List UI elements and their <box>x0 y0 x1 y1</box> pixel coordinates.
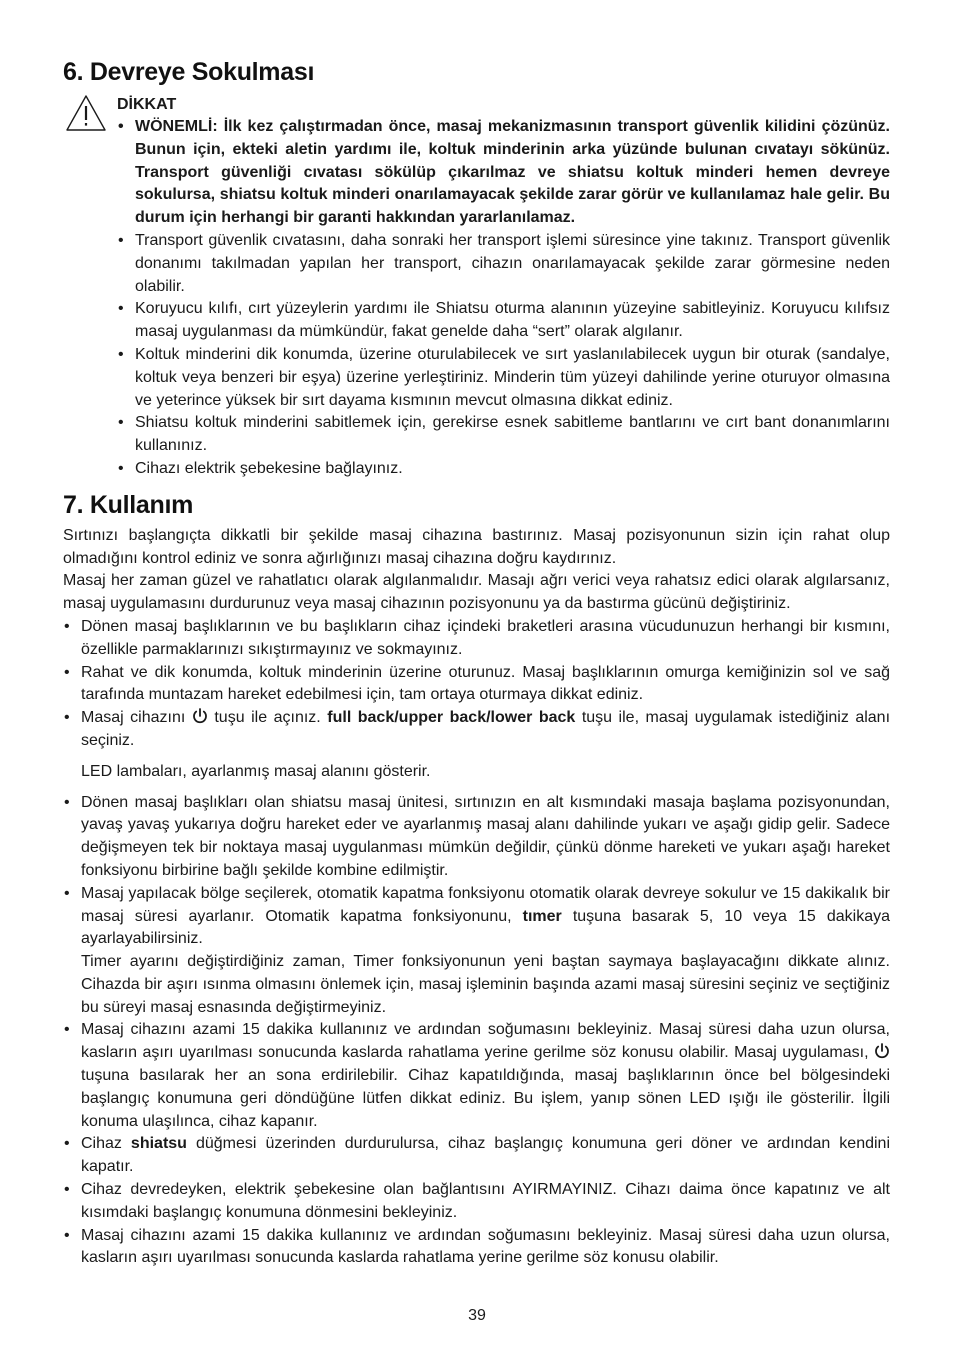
page-number: 39 <box>468 1307 486 1324</box>
usage-list <box>63 616 890 753</box>
text-segment: Cihaz <box>81 1135 122 1153</box>
text-segment: tuşuna basılarak her an sona erdirilebilir. Cihaz kapatıldığında, masaj başlıklarının önce bel bölgesindeki başlangıç konumuna geri döndüğüne lütfen dikkat ediniz. Bu işlem, yanıp sönen LED ışığı ile gösterilir. İlgili konuma ulaşılınca, cihaz kapanır. <box>81 1067 890 1130</box>
list-item: • Dönen masaj başlıkları olan shiatsu masaj ünitesi, sırtınızın en alt kısmındaki masaja başlama pozisyonundan, yavaş yavaş yukarıya doğru hareket eder ve ayarlanmış masaj alanı dahilinde yukarı ve aşağı gidip gelir. Sadece değişmeyen tek bir noktaya masaj uygulanması mümkün değildir, çünkü dönme hareketi ve yukarı aşağı hareket fonksiyonu birbirine bağlı şekilde kombine edilmiştir. <box>63 792 890 883</box>
led-note: LED lambaları, ayarlanmış masaj alanını gösterir. <box>81 762 431 780</box>
text-segment: tuşuna basarak 5, 10 veya 15 dakikaya ayarlayabilirsiniz. <box>81 907 891 948</box>
list-item <box>63 1019 890 1133</box>
power-icon <box>192 708 208 724</box>
list-item: • Masaj cihazını azami 15 dakika kullanınız ve ardından soğumasını bekleyiniz. Masaj süresi daha uzun olursa, kasların aşırı uyarılması sonucunda kaslarda rahatlama yerine gerilme söz konusu olabilir. <box>63 1225 890 1271</box>
list-item: • Koruyucu kılıfı, cırt yüzeylerin yardımı ile Shiatsu oturma alanının yüzeyine sabitleyiniz. Koruyucu kılıfsız masaj uygulanması da mümkündür, fakat genelde daha “sert” olarak algılanır. <box>117 298 890 344</box>
warning-heading: DİKKAT <box>117 96 177 113</box>
list-item: • Transport güvenlik cıvatasını, daha sonraki her transport işlemi süresince yine takınız. Transport güvenlik donanımı takılmadan yapılan her transport, cihazın onarılamayacak şekilde zarar görmesine neden olabilir. <box>117 230 890 298</box>
text-segment: Masaj yapılacak bölge seçilerek, otomatik kapatma fonksiyonu otomatik olarak devreye sokulur ve 15 dakikalık bir masaj süresi ayarlanır. Otomatik kapatma fonksiyonunu, <box>81 884 890 925</box>
warning-triangle-icon <box>65 94 107 132</box>
list-item: • Cihazı elektrik şebekesine bağlayınız. <box>117 458 890 481</box>
text-segment: Masaj cihazını <box>81 709 186 727</box>
warning-block <box>63 94 890 481</box>
text-segment: düğmesi üzerinden durdurulursa, cihaz başlangıç konumuna geri döner ve ardından kendini kapatır. <box>81 1135 890 1176</box>
section-7-title: 7. Kullanım <box>63 490 194 519</box>
text-segment: tuşu ile açınız. <box>214 709 321 727</box>
page-content <box>63 58 890 1270</box>
warning-list <box>117 116 890 481</box>
intro-paragraph-1: Sırtınızı başlangıçta dikkatli bir şekilde masaj cihazına bastırınız. Masaj pozisyonunun sizin için rahat olup olmadığını kontrol ediniz ve sonra ağırlığınızı masaj cihazına doğru kaydırınız. <box>63 526 890 567</box>
list-item: • Cihaz devredeyken, elektrik şebekesine olan bağlantısını AYIRMAYINIZ. Cihazı daima önce kapatınız ve alt kısımdaki başlangıç konumuna dönmesini bekleyiniz. <box>63 1179 890 1225</box>
text-segment: tuşu ile, masaj uygulamak istediğiniz alanı seçiniz. <box>81 709 891 749</box>
list-item: • Shiatsu koltuk minderini sabitlemek için, gerekirse esnek sabitleme bantlarını ve cırt bant donanımlarını kullanınız. <box>117 412 890 458</box>
list-item: • Rahat ve dik konumda, koltuk minderinin üzerine oturunuz. Masaj başlıklarının omurga kemiğinizin sol ve sağ tarafında muntazam hareket edebilmesi için, tam ortaya oturmaya dikkat ediniz. <box>63 662 890 708</box>
list-item: • Dönen masaj başlıklarının ve bu başlıkların cihaz içindeki braketleri arasına vücudunuzun herhangi bir kısmını, özellikle parmaklarınızı sıkıştırmayınız ve sokmayınız. <box>63 616 890 662</box>
list-item <box>63 707 890 753</box>
list-item <box>63 1133 890 1179</box>
text-segment: Masaj cihazını azami 15 dakika kullanınız ve ardından soğumasını bekleyiniz. Masaj süresi daha uzun olursa, kasların aşırı uyarılması sonucunda kaslarda rahatlama yerine gerilme söz konusu olabilir. Masaj uygulaması, <box>81 1021 890 1062</box>
section-6-title: 6. Devreye Sokulması <box>63 58 315 86</box>
intro-paragraph-2: Masaj her zaman güzel ve rahatlatıcı olarak algılanmalıdır. Masajı ağrı verici veya rahatsız edici olarak algılarsanız, masaj uygulamasını durdurunuz veya masaj cihazının pozisyonunu ya da bastırma gücünü değiştiriniz. <box>63 572 890 613</box>
list-item: • WÖNEMLİ: İlk kez çalıştırmadan önce, masaj mekanizmasının transport güvenlik kilidini çözünüz. Bunun için, ekteki aletin yardımı ile, koltuk minderinin arka yüzünde bulunan cıvatayı sökünüz. Transport güvenliği cıvatası sökülüp çıkarılmaz ve shiatsu koltuk minderi hemen devreye sokulursa, shiatsu koltuk minderi onarılamayacak şekilde zarar görür ve kullanılamaz hale gelir. Bu durum için herhangi bir garanti hakkından yararlanılamaz. <box>117 116 890 230</box>
list-item <box>63 883 890 1020</box>
usage-list-continued <box>63 792 890 1271</box>
power-icon <box>874 1043 890 1059</box>
bold-key-label: tımer <box>522 907 562 925</box>
timer-note: Timer ayarını değiştirdiğiniz zaman, Timer fonksiyonunun yeni baştan saymaya başlayacağını dikkate alınız. Cihazda bir aşırı ısınma olmasını önlemek için, masaj işleminin başında azami masaj süresini seçiniz ve seçtiğiniz bu süreyi masaj esnasında değiştirmeyiniz. <box>81 953 890 1016</box>
list-item: • Koltuk minderini dik konumda, üzerine oturulabilecek ve sırt yaslanılabilecek uygun bir oturak (sandalye, koltuk veya benzeri bir eşya) üzerine yerleştiriniz. Minderin tüm yüzeyi dahilinde yerine oturuyor olmasına ve yeterince yüksek bir sırt dayama kısmının mevcut olmasına dikkat ediniz. <box>117 344 890 412</box>
bold-key-label: full back/upper back/lower back <box>327 709 576 727</box>
bold-key-label: shiatsu <box>130 1135 187 1153</box>
